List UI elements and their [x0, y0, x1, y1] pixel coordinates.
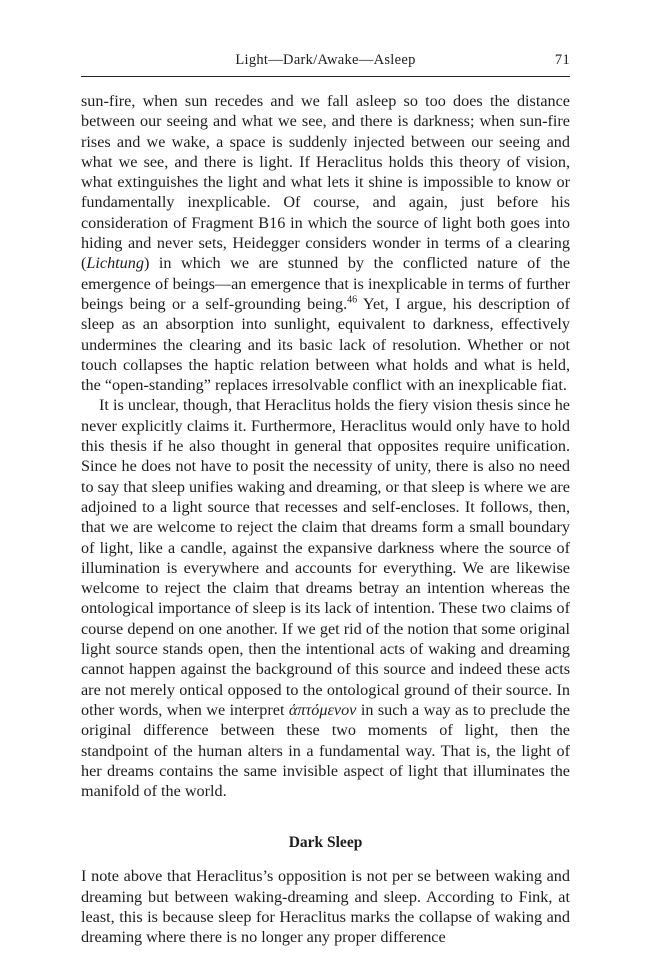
header-rule: [81, 76, 570, 77]
paragraph: [81, 91, 570, 395]
text-span: Yet, I argue, his description of sleep as an absorption into sunlight, equivalent to darkness, effectively undermines the clearing and its basic lack of resolution. Whether or not touch collapses the haptic relation between what holds and what is held, the “open-standing” replaces irresolvable conflict with an inexplicable fiat.: [81, 294, 570, 395]
italic-term: Lichtung: [86, 254, 144, 273]
running-title: Light—Dark/Awake—Asleep: [235, 52, 416, 68]
paragraph: [81, 395, 570, 801]
page-number: 71: [554, 52, 570, 68]
footnote-ref[interactable]: 46: [347, 294, 358, 306]
text-span: ) in which we are stunned by the conflicted nature of the emergence of beings—an emergence that is inexplicable in terms of further beings being or a self-grounding being.: [81, 254, 570, 313]
section-heading: Dark Sleep: [288, 834, 363, 852]
text-span: in such a way as to preclude the original difference between these two moments of light, then the standpoint of the human alters in a fundamental way. That is, the light of her dreams contains the same invisible aspect of light that illuminates the manifold of the world.: [81, 700, 570, 801]
body-text: [81, 91, 570, 948]
text-span: It is unclear, though, that Heraclitus holds the fiery vision thesis since he never explicitly claims it. Furthermore, Heraclitus would only have to hold this thesis if he also thought in general that opposites require unification. Since he does not have to posit the necessity of unity, there is also no need to say that sleep unifies waking and dreaming, or that sleep is where we are adjoined to a light source that recesses and self-encloses. It follows, then, that we are welcome to reject the claim that dreams form a small boundary of light, like a candle, against the expansive darkness where the source of illumination is everywhere and accounts for everything. We are likewise welcome to reject the claim that dreams betray an intention whereas the ontological importance of sleep is its lack of intention. These two claims of course depend on one another. If we get rid of the notion that some original light source stands open, then the intentional acts of waking and dreaming cannot happen against the background of this source and indeed these acts are not merely ontical opposed to the ontological ground of their source. In other words, when we interpret: [81, 396, 570, 719]
paragraph: I note above that Heraclitus’s opposition is not per se between waking and dreaming but between waking-dreaming and sleep. According to Fink, at least, this is because sleep for Heraclitus marks the collapse of waking and dreaming where there is no longer any proper difference: [81, 867, 570, 947]
text-span: sun-fire, when sun recedes and we fall asleep so too does the distance between our seeing and what we see, and there is darkness; when sun-fire rises and we wake, a space is suddenly injected between our seeing and what we see, and there is light. If Heraclitus holds this theory of vision, what extinguishes the light and what lets it shine is impossible to know or fundamentally inexplicable. Of course, and again, just before his consideration of Fragment B16 in which the source of light both goes into hiding and never sets, Heidegger considers wonder in terms of a clearing (: [81, 92, 570, 273]
greek-term: ἁπτόμενον: [288, 700, 357, 719]
